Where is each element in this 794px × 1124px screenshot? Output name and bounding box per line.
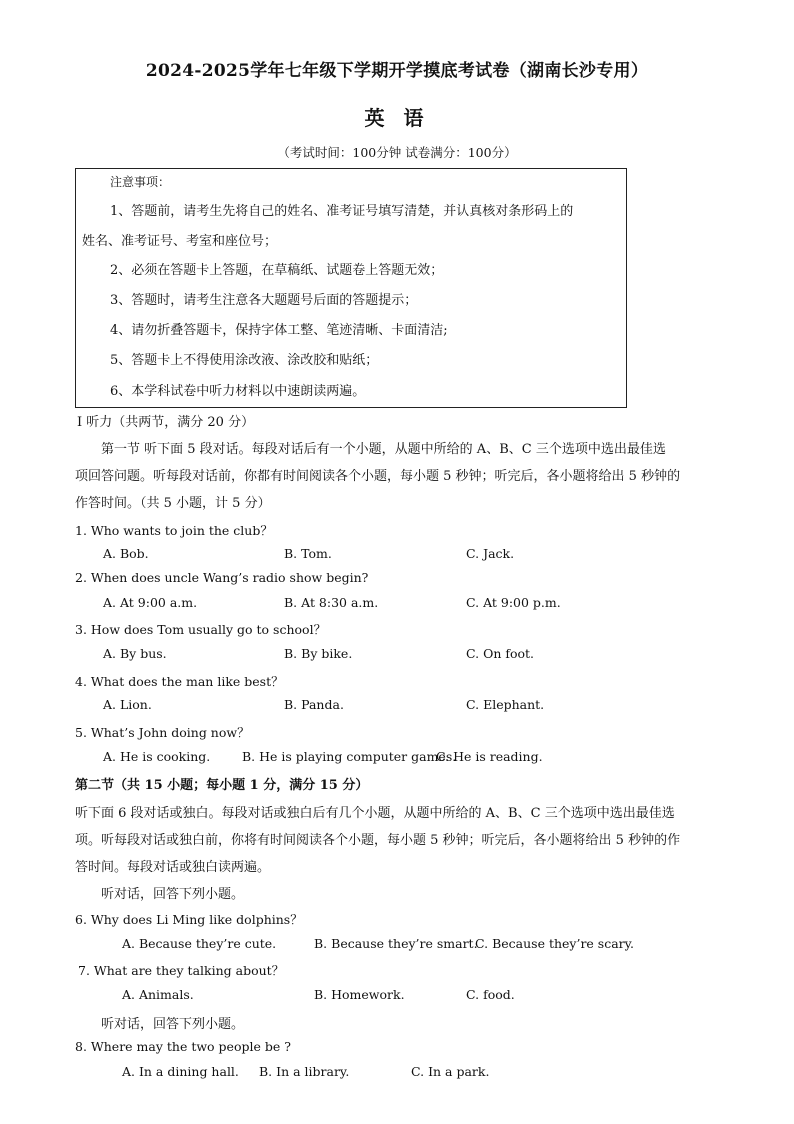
- notice-box: [75, 168, 627, 408]
- listen-instruction: 听对话，回答下列小题。: [101, 887, 245, 902]
- option-c: C. Because they’re scary.: [475, 936, 635, 951]
- notice-item: 5、答题卡上不得使用涂改液、涂改胶和贴纸；: [110, 353, 379, 368]
- section2-intro: 听下面 6 段对话或独白。每段对话或独白后有几个小题，从题中所给的 A、B、C 三个选项中选出最佳选: [75, 806, 675, 821]
- option-a: A. Animals.: [122, 987, 194, 1002]
- option-a: A. Lion.: [103, 697, 152, 712]
- listen-instruction: 听对话，回答下列小题。: [101, 1017, 245, 1032]
- section1-heading: Ⅰ 听力（共两节，满分 20 分）: [77, 415, 255, 430]
- notice-item: 3、答题时，请考生注意各大题题号后面的答题提示；: [110, 293, 418, 308]
- part1-instruction: 作答时间。（共 5 小题，计 5 分）: [75, 496, 271, 511]
- option-c: C. He is reading.: [436, 749, 543, 764]
- option-b: B. Panda.: [284, 697, 344, 712]
- option-b: B. Homework.: [314, 987, 405, 1002]
- question: 2. When does uncle Wang’s radio show begin?: [75, 570, 369, 585]
- subject-title: 英 语: [364, 106, 430, 130]
- question: 5. What’s John doing now？: [75, 725, 250, 740]
- question: 4. What does the man like best？: [75, 674, 284, 689]
- question: 8. Where may the two people be ?: [75, 1039, 291, 1054]
- option-c: C. On foot.: [466, 646, 535, 661]
- option-c: C. At 9:00 p.m.: [466, 595, 561, 610]
- option-c: C. Jack.: [466, 546, 515, 561]
- option-b: B. At 8:30 a.m.: [284, 595, 379, 610]
- section2-intro: 项。听每段对话或独白前，你将有时间阅读各个小题，每小题 5 秒钟；听完后，各小题将给出 5 秒钟的作: [75, 833, 681, 848]
- option-b: B. He is playing computer games.: [242, 749, 457, 764]
- section2-intro: 答时间。每段对话或独白读两遍。: [75, 860, 271, 875]
- notice-item: 姓名、准考证号、考室和座位号；: [82, 234, 278, 249]
- option-a: A. In a dining hall.: [122, 1064, 239, 1079]
- option-b: B. Tom.: [284, 546, 332, 561]
- option-b: B. In a library.: [259, 1064, 350, 1079]
- notice-item: 1、答题前，请考生先将自己的姓名、准考证号填写清楚，并认真核对条形码上的: [110, 204, 574, 219]
- option-a: A. Bob.: [103, 546, 149, 561]
- notice-item: 2、必须在答题卡上答题，在草稿纸、试题卷上答题无效；: [110, 263, 444, 278]
- exam-title: 2024-2025学年七年级下学期开学摸底考试卷（湖南长沙专用）: [145, 61, 649, 81]
- question: 7. What are they talking about？: [78, 963, 285, 978]
- option-a: A. At 9:00 a.m.: [103, 595, 198, 610]
- question: 6. Why does Li Ming like dolphins？: [75, 912, 303, 927]
- notice-item: 4、请勿折叠答题卡，保持字体工整、笔迹清晰、卡面清洁;: [110, 323, 448, 338]
- option-c: C. food.: [466, 987, 515, 1002]
- question: 1. Who wants to join the club？: [75, 523, 273, 538]
- option-b: B. By bike.: [284, 646, 353, 661]
- part1-instruction: 项回答问题。听每段对话前，你都有时间阅读各个小题，每小题 5 秒钟；听完后，各小题将给出 5 秒钟的: [75, 469, 681, 484]
- exam-info: （考试时间：100分钟 试卷满分：100分）: [277, 145, 517, 160]
- notice-item: 6、本学科试卷中听力材料以中速朗读两遍。: [110, 384, 366, 399]
- option-a: A. Because they’re cute.: [122, 936, 277, 951]
- option-b: B. Because they’re smart.: [314, 936, 478, 951]
- option-c: C. In a park.: [411, 1064, 490, 1079]
- part1-instruction: 第一节 听下面 5 段对话。每段对话后有一个小题，从题中所给的 A、B、C 三个选项中选出最佳选: [101, 442, 666, 457]
- option-a: A. He is cooking.: [103, 749, 211, 764]
- section2-heading: 第二节（共 15 小题；每小题 1 分，满分 15 分）: [75, 778, 369, 793]
- question: 3. How does Tom usually go to school？: [75, 622, 327, 637]
- option-c: C. Elephant.: [466, 697, 545, 712]
- notice-heading: 注意事项：: [110, 175, 171, 189]
- option-a: A. By bus.: [103, 646, 167, 661]
